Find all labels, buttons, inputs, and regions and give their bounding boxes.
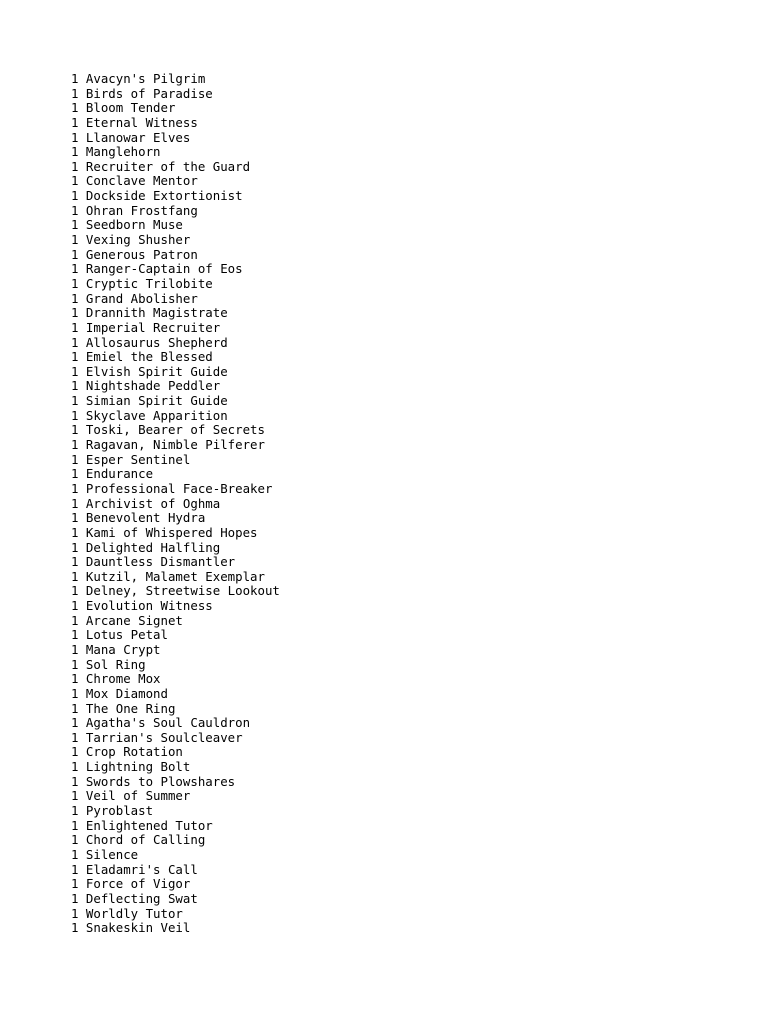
deck-list-item: 1 Silence [71,846,139,862]
deck-list-item: 1 Arcane Signet [71,612,183,628]
deck-list-item: 1 Ragavan, Nimble Pilferer [71,437,265,453]
deck-list-item: 1 Cryptic Trilobite [71,275,213,291]
deck-list-item: 1 Ranger-Captain of Eos [71,261,243,277]
deck-list-item: 1 Endurance [71,466,154,482]
deck-list-item: 1 Force of Vigor [71,876,191,892]
deck-list-item: 1 Eladamri's Call [71,861,198,877]
deck-list-item: 1 Kami of Whispered Hopes [71,524,258,540]
deck-list-item: 1 Enlightened Tutor [71,817,213,833]
deck-list-item: 1 Llanowar Elves [71,129,191,145]
deck-list-item: 1 Emiel the Blessed [71,349,213,365]
deck-list-item: 1 Agatha's Soul Cauldron [71,715,251,731]
deck-list-item: 1 Chrome Mox [71,671,161,687]
deck-list-item: 1 Grand Abolisher [71,290,198,306]
deck-list-item: 1 Eternal Witness [71,114,198,130]
deck-list-item: 1 Avacyn's Pilgrim [71,71,206,86]
deck-list-item: 1 Mana Crypt [71,641,161,657]
deck-list-item: 1 Archivist of Oghma [71,495,221,511]
deck-list-item: 1 Skyclave Apparition [71,407,228,423]
deck-list-item: 1 Drannith Magistrate [71,305,228,321]
deck-list-item: 1 Mox Diamond [71,685,168,701]
deck-list-item: 1 Ohran Frostfang [71,202,198,218]
deck-list-item: 1 Simian Spirit Guide [71,393,228,409]
deck-list-item: 1 Seedborn Muse [71,217,183,233]
deck-list-item: 1 Delighted Halfling [71,539,221,555]
deck-list-item: 1 Benevolent Hydra [71,510,206,526]
deck-list-item: 1 Tarrian's Soulcleaver [71,729,243,745]
deck-list-item: 1 Chord of Calling [71,832,206,848]
deck-list-item: 1 Pyroblast [71,803,154,819]
deck-list-item: 1 Swords to Plowshares [71,773,236,789]
deck-list-item: 1 Professional Face-Breaker [71,480,273,496]
deck-list-item: 1 Generous Patron [71,246,198,262]
deck-list-item: 1 Bloom Tender [71,100,176,116]
deck-list-item: 1 Sol Ring [71,656,146,672]
deck-list-item: 1 Veil of Summer [71,788,191,804]
deck-list-item: 1 Crop Rotation [71,744,183,760]
deck-list-item: 1 Birds of Paradise [71,85,213,101]
deck-list-item: 1 Imperial Recruiter [71,319,221,335]
deck-list-item: 1 Elvish Spirit Guide [71,363,228,379]
deck-list-item: 1 Conclave Mentor [71,173,198,189]
deck-list-item: 1 The One Ring [71,700,176,716]
deck-list-item: 1 Kutzil, Malamet Exemplar [71,568,265,584]
deck-list-item: 1 Dauntless Dismantler [71,554,236,570]
deck-list-item: 1 Delney, Streetwise Lookout [71,583,280,599]
deck-list-item: 1 Lotus Petal [71,627,168,643]
deck-list-item: 1 Toski, Bearer of Secrets [71,422,265,438]
deck-list-item: 1 Recruiter of the Guard [71,158,251,174]
deck-list-item: 1 Deflecting Swat [71,890,198,906]
deck-list [71,72,280,936]
deck-list-item: 1 Snakeskin Veil [71,920,191,936]
deck-list-item: 1 Evolution Witness [71,598,213,614]
deck-list-item: 1 Vexing Shusher [71,232,191,248]
deck-list-item: 1 Manglehorn [71,144,161,160]
deck-list-item: 1 Dockside Extortionist [71,188,243,204]
deck-list-item: 1 Lightning Bolt [71,759,191,775]
deck-list-item: 1 Nightshade Peddler [71,378,221,394]
deck-list-item: 1 Esper Sentinel [71,451,191,467]
deck-list-item: 1 Allosaurus Shepherd [71,334,228,350]
deck-list-item: 1 Worldly Tutor [71,905,183,921]
